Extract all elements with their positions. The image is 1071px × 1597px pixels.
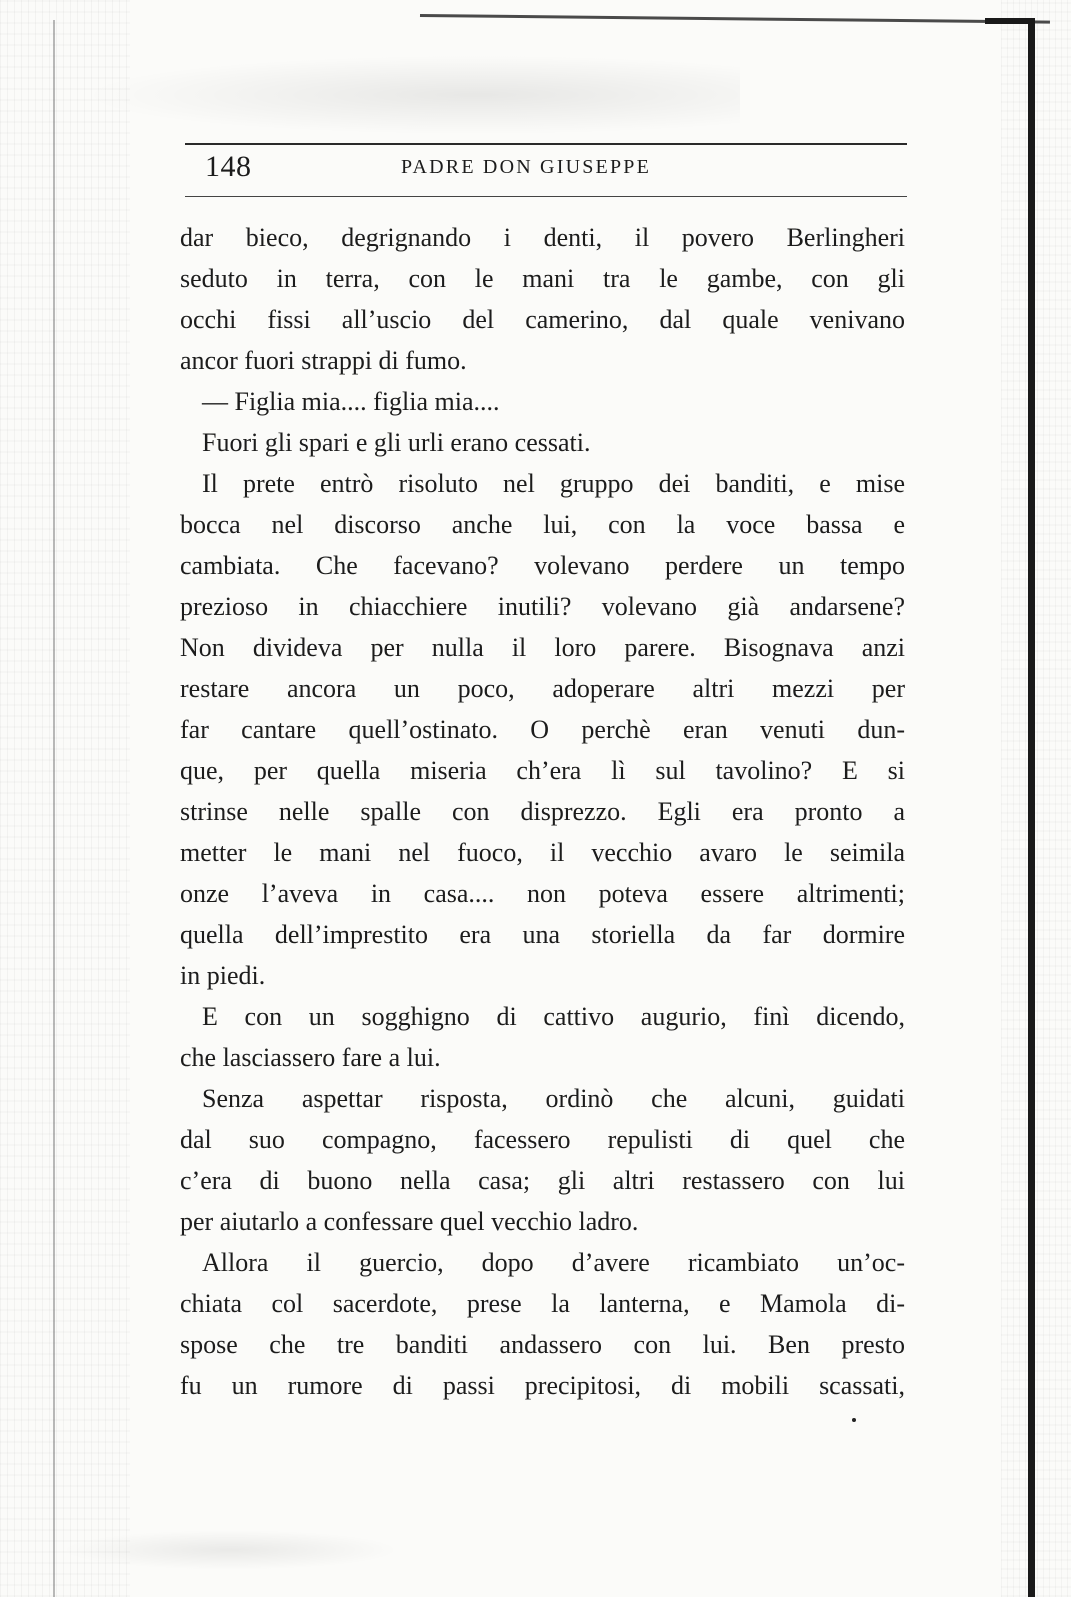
text-line: Fuori gli spari e gli urli erano cessati. (202, 428, 591, 457)
text-line: occhi fissi all’uscio del camerino, dal quale venivano (180, 305, 905, 334)
text-line: Allora il guercio, dopo d’avere ricambiato un’oc- (202, 1248, 905, 1277)
text-line: onze l’aveva in casa.... non poteva essere altrimenti; (180, 879, 905, 908)
text-line: Senza aspettar risposta, ordinò che alcuni, guidati (202, 1084, 905, 1113)
running-title: PADRE DON GIUSEPPE (401, 156, 652, 178)
text-line: ancor fuori strappi di fumo. (180, 346, 467, 375)
bottom-scan-noise (60, 1530, 400, 1570)
text-line: prezioso in chiacchiere inutili? volevano già andarsene? (180, 592, 905, 621)
text-line: spose che tre banditi andassero con lui. Ben presto (180, 1330, 905, 1359)
text-line: cambiata. Che facevano? volevano perdere un tempo (180, 551, 905, 580)
ink-speck (852, 1418, 856, 1422)
header-rule-top (185, 143, 907, 145)
text-line: E con un sogghigno di cattivo augurio, finì dicendo, (202, 1002, 905, 1031)
text-line: quella dell’imprestito era una storiella da far dormire (180, 920, 905, 949)
text-line: dar bieco, degrignando i denti, il povero Berlingheri (180, 223, 905, 252)
text-line: in piedi. (180, 961, 266, 990)
text-line: che lasciassero fare a lui. (180, 1043, 441, 1072)
text-line: dal suo compagno, facessero repulisti di quel che (180, 1125, 905, 1154)
text-line: metter le mani nel fuoco, il vecchio avaro le seimila (180, 838, 905, 867)
body-text (180, 217, 905, 1406)
right-margin-scan-noise (1001, 0, 1071, 1597)
left-margin-scan-noise (0, 0, 130, 1597)
text-line: per aiutarlo a confessare quel vecchio ladro. (180, 1207, 639, 1236)
dialogue-line: — Figlia mia.... figlia mia.... (202, 387, 500, 416)
text-line: restare ancora un poco, adoperare altri mezzi per (180, 674, 905, 703)
text-line: seduto in terra, con le mani tra le gambe, con gli (180, 264, 905, 293)
text-line: c’era di buono nella casa; gli altri restassero con lui (180, 1166, 905, 1195)
left-margin-rule (53, 20, 55, 1597)
text-line: chiata col sacerdote, prese la lanterna, e Mamola di- (180, 1289, 905, 1318)
text-line: Il prete entrò risoluto nel gruppo dei banditi, e mise (202, 469, 905, 498)
text-line: far cantare quell’ostinato. O perchè eran venuti dun- (180, 715, 905, 744)
header-rule-bottom (185, 196, 907, 197)
book-edge (1028, 20, 1035, 1597)
text-line: que, per quella miseria ch’era lì sul tavolino? E si (180, 756, 905, 785)
top-scan-noise (80, 55, 740, 135)
text-line: Non divideva per nulla il loro parere. Bisognava anzi (180, 633, 905, 662)
text-line: strinse nelle spalle con disprezzo. Egli era pronto a (180, 797, 905, 826)
text-line: bocca nel discorso anche lui, con la voce bassa e (180, 510, 905, 539)
page-number: 148 (205, 150, 252, 183)
text-line: fu un rumore di passi precipitosi, di mobili scassati, (180, 1371, 905, 1400)
